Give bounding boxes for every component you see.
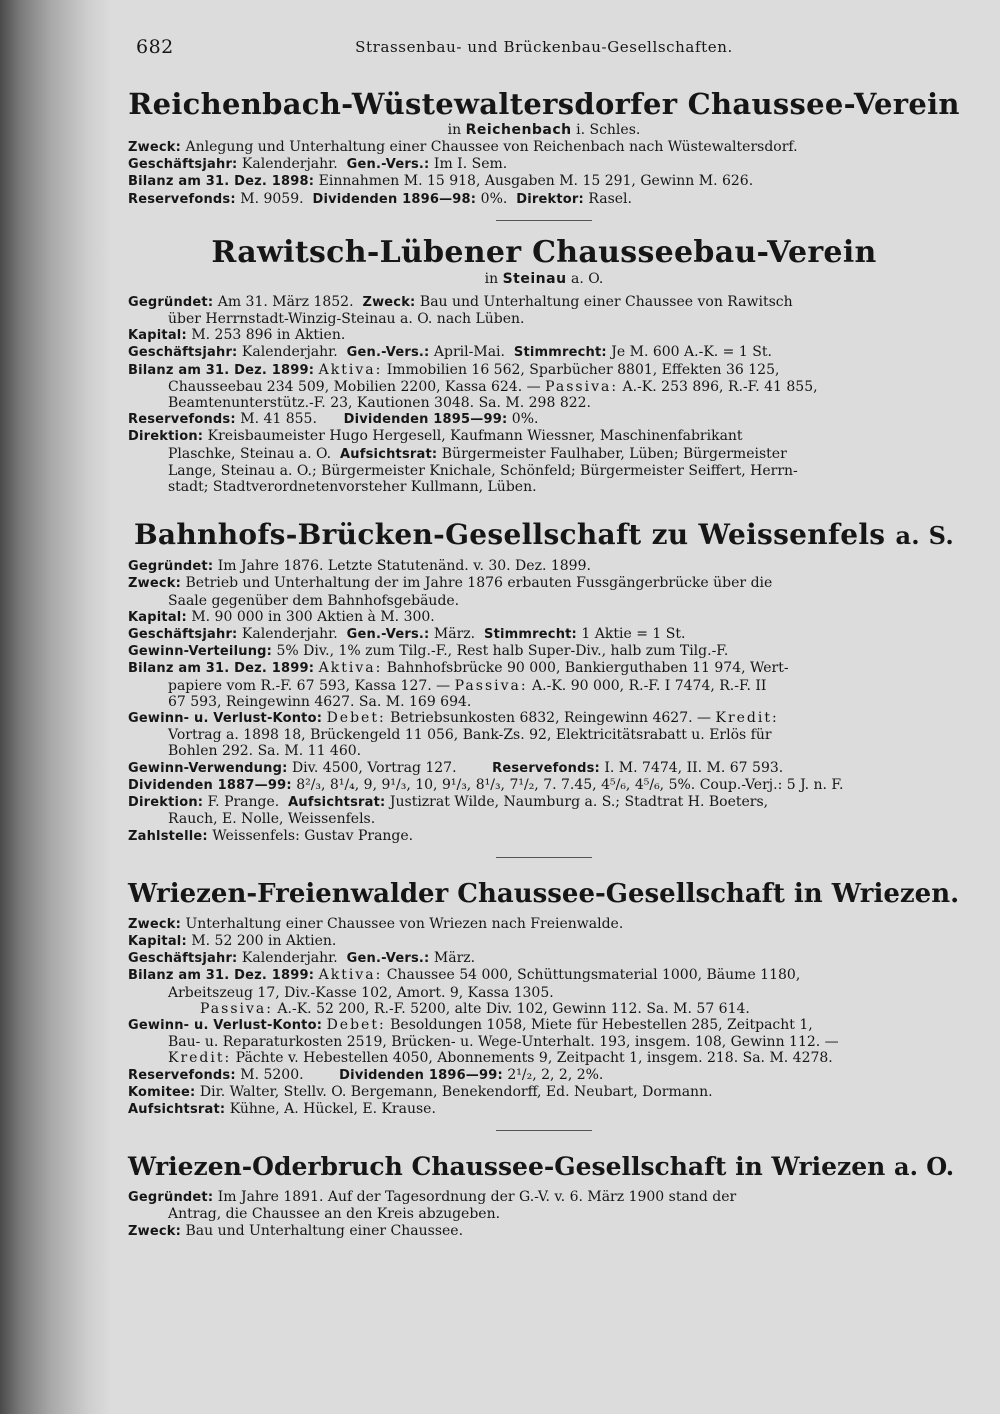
running-title: Strassenbau- und Brückenbau-Gesellschaften. [355,38,733,56]
entry-line: Geschäftsjahr: Kalenderjahr. Gen.-Vers.: April-Mai. Stimmrecht: Je M. 600 A.-K. = 1 St. [128,344,772,361]
entry-title: Bahnhofs-Brücken-Gesellschaft zu Weissenfels a. S. [133,518,955,552]
entry-line: Zweck: Betrieb und Unterhaltung der im Jahre 1876 erbauten Fussgängerbrücke über die Saale gegenüber dem Bahnhofsgebäude. [128,575,773,609]
book-binding-shadow [0,0,112,1414]
entry-rawitsch [128,235,960,495]
entry-line: Zweck: Anlegung und Unterhaltung einer Chaussee von Reichenbach nach Wüstewaltersdorf. [128,139,798,155]
entry-line: Gewinn- u. Verlust-Konto: Debet: Betriebsunkosten 6832, Reingewinn 4627. — Kredit: Vortrag a. 1898 18, Brückengeld 11 056, Bank-Zs. 92, Elektricitätsrabatt u. Erlös für Bohlen 292. Sa. M. 11 460. [128,710,779,760]
entry-line: Reservefonds: M. 5200. Dividenden 1896—99: 2¹/₂, 2, 2, 2%. [128,1066,604,1083]
entry-line: Dividenden 1887—99: 8²/₃, 8¹/₄, 9, 9¹/₃, 10, 9¹/₃, 8¹/₃, 7¹/₂, 7. 7.45, 4⁵/₆, 4⁵/₆, 5%. Coup.-Verj.: 5 J. n. F. [128,776,844,793]
entry-line: Gegründet: Im Jahre 1891. Auf der Tagesordnung der G.-V. v. 6. März 1900 stand der Antrag, die Chaussee an den Kreis abzugeben. [128,1189,737,1223]
entry-wriezen-oderbruch [128,1149,960,1240]
entry-line: Komitee: Dir. Walter, Stellv. O. Bergemann, Benekendorff, Ed. Neubart, Dormann. [128,1083,713,1100]
entry-weissenfels [128,517,960,844]
entry-line: Zahlstelle: Weissenfels: Gustav Prange. [128,827,414,844]
entry-line: Geschäftsjahr: Kalenderjahr. Gen.-Vers.: März. Stimmrecht: 1 Aktie = 1 St. [128,626,686,643]
entry-line: Geschäftsjahr: Kalenderjahr. Gen.-Vers.: März. [128,950,476,967]
place-name: Steinau [502,270,567,287]
entry-line: Direktion: F. Prange. Aufsichtsrat: Justizrat Wilde, Naumburg a. S.; Stadtrat H. Boeters, Rauch, E. Nolle, Weissenfels. [128,794,769,828]
entry-line: Reservefonds: M. 41 855. Dividenden 1895—99: 0%. [128,411,539,428]
entry-title: Wriezen-Freienwalder Chaussee-Gesellschaft in Wriezen. [128,878,960,909]
entry-line: Gewinn-Verwendung: Div. 4500, Vortrag 127. Reservefonds: I. M. 7474, II. M. 67 593. [128,759,784,776]
entry-line: Zweck: Bau und Unterhaltung einer Chaussee. [128,1222,464,1239]
entry-line: Aufsichtsrat: Kühne, A. Hückel, E. Krause. [128,1100,436,1117]
entry-line: Kapital: M. 253 896 in Aktien. [128,327,346,344]
entry-place: in Steinau a. O. [484,270,604,287]
entry-line: Reservefonds: M. 9059. Dividenden 1896—98: 0%. Direktor: Rasel. [128,190,632,207]
entry-reichenbach [128,86,960,208]
place-name: Reichenbach [465,122,572,138]
entry-place: in Reichenbach i. Schles. [447,122,641,138]
entry-line: Gegründet: Im Jahre 1876. Letzte Statutenänd. v. 30. Dez. 1899. [128,558,591,575]
entry-line: Kapital: M. 52 200 in Aktien. [128,932,337,949]
page [128,32,960,1402]
entry-line: Bilanz am 31. Dez. 1899: Aktiva: Bahnhofsbrücke 90 000, Bankierguthaben 11 974, Wert- papiere vom R.-F. 67 593, Kassa 127. — Passiva: A.-K. 90 000, R.-F. I 7474, R.-F. II 67 593, Reingewinn 4627. Sa. M. 169 694. [128,660,789,710]
entry-title: Rawitsch-Lübener Chausseebau-Verein [211,234,877,270]
entry-title: Reichenbach-Wüstewaltersdorfer Chaussee-Verein [128,87,960,121]
entry-wriezen-freienwalde [128,876,960,1118]
section-divider [496,220,592,221]
entry-line: Bilanz am 31. Dez. 1898: Einnahmen M. 15 918, Ausgaben M. 15 291, Gewinn M. 626. [128,173,754,190]
entry-line: Gewinn- u. Verlust-Konto: Debet: Besoldungen 1058, Miete für Hebestellen 285, Zeitpacht 1, Bau- u. Reparaturkosten 2519, Brücken- u. Wege-Unterhalt. 193, insgem. 108, Gewinn 112. — Kredit: Pächte v. Hebestellen 4050, Abonnements 9, Zeitpacht 1, insgem. 218. Sa. M. 4278. [128,1016,839,1067]
section-divider [496,1130,592,1131]
section-divider [496,857,592,858]
page-number: 682 [136,36,174,58]
entry-line: Direktion: Kreisbaumeister Hugo Hergesell, Kaufmann Wiessner, Maschinenfabrikant Plaschke, Steinau a. O. Aufsichtsrat: Bürgermeister Faulhaber, Lüben; Bürgermeister Lange, Steinau a. O.; Bürgermeister Knichale, Schönfeld; Bürgermeister Seiffert, Herrn- stadt; Stadtverordnetenvorsteher Kullmann, Lüben. [128,428,798,496]
entry-line: Kapital: M. 90 000 in 300 Aktien à M. 300. [128,608,435,625]
entry-line: Bilanz am 31. Dez. 1899: Aktiva: Chaussee 54 000, Schüttungsmaterial 1000, Bäume 1180, Arbeitszeug 17, Div.-Kasse 102, Amort. 9, Kassa 1305. Passiva: A.-K. 52 200, R.-F. 5200, alte Div. 102, Gewinn 112. Sa. M. 57 614. [128,967,801,1017]
entry-line: Bilanz am 31. Dez. 1899: Aktiva: Immobilien 16 562, Sparbücher 8801, Effekten 36 125, Chausseebau 234 509, Mobilien 2200, Kassa 624. — Passiva: A.-K. 253 896, R.-F. 41 855, Beamtenunterstütz.-F. 23, Kautionen 3048. Sa. M. 298 822. [128,361,818,412]
entry-title: Wriezen-Oderbruch Chaussee-Gesellschaft in Wriezen a. O. [128,1152,955,1182]
entry-line: Geschäftsjahr: Kalenderjahr. Gen.-Vers.: Im I. Sem. [128,156,508,173]
entry-line: Gegründet: Am 31. März 1852. Zweck: Bau und Unterhaltung einer Chaussee von Rawitsch über Herrnstadt-Winzig-Steinau a. O. nach Lüben. [128,293,793,328]
entry-line: Gewinn-Verteilung: 5% Div., 1% zum Tilg.-F., Rest halb Super-Div., halb zum Tilg.-F. [128,643,729,660]
running-header [128,32,960,60]
entry-line: Zweck: Unterhaltung einer Chaussee von Wriezen nach Freienwalde. [128,915,624,932]
